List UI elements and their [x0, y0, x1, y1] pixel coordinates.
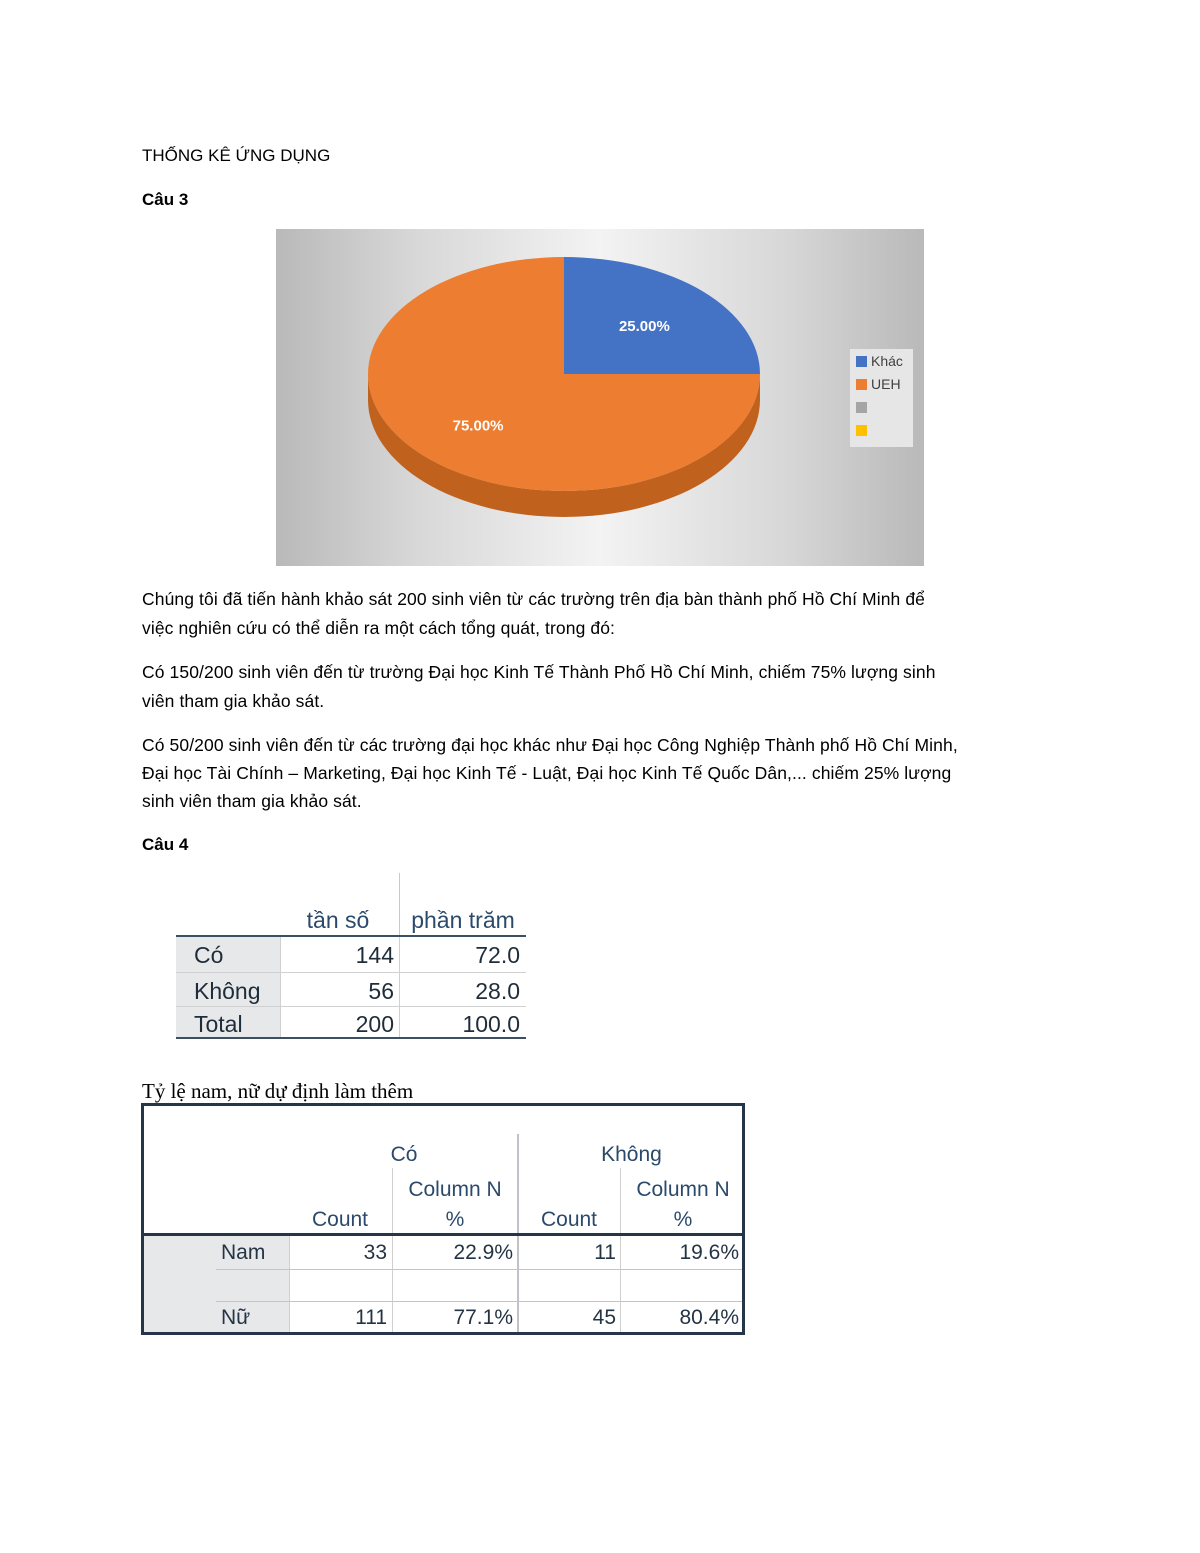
frequency-table	[176, 873, 526, 1039]
header-divider	[399, 873, 400, 936]
row-label-khong: Không	[194, 978, 261, 1004]
cell-nu-count-co: 111	[355, 1306, 387, 1329]
cell-nu-pct-khong: 80.4%	[679, 1306, 739, 1329]
legend-item-4	[856, 422, 871, 440]
body-row-divider-2	[216, 1301, 742, 1302]
legend-swatch-khac	[856, 356, 867, 367]
legend-swatch-ueh	[856, 379, 867, 390]
paragraph-3-line-2: Đại học Tài Chính – Marketing, Đại học Kinh Tế - Luật, Đại học Kinh Tế Quốc Dân,... chiếm 25% lượng	[142, 763, 952, 783]
col-header-freq: tần số	[306, 907, 370, 933]
cell-nu-count-khong: 45	[592, 1306, 616, 1329]
paragraph-1-line-1: Chúng tôi đã tiến hành khảo sát 200 sinh viên từ các trường trên địa bàn thành phố Hồ Chí Minh để	[142, 589, 926, 609]
cell-total-freq: 200	[355, 1011, 394, 1037]
pie-chart-svg	[276, 229, 924, 566]
crosstab-table	[141, 1103, 745, 1335]
pie-data-label-1: 75.00%	[452, 417, 504, 435]
cell-khong-pct: 28.0	[475, 978, 520, 1004]
legend-label-khac: Khác	[871, 353, 903, 369]
cell-co-pct: 72.0	[475, 942, 520, 968]
paragraph-1-line-2: việc nghiên cứu có thể diễn ra một cách tổng quát, trong đó:	[142, 618, 616, 638]
legend-swatch-3	[856, 402, 867, 413]
body-row-divider-1	[216, 1269, 742, 1270]
cell-nam-count-khong: 11	[594, 1241, 616, 1264]
paragraph-2-line-2: viên tham gia khảo sát.	[142, 691, 325, 711]
cell-nu-pct-co: 77.1%	[453, 1306, 513, 1329]
subheader-coln-2a: Column N	[636, 1178, 730, 1201]
row-label-co: Có	[194, 942, 224, 968]
subheader-count-1: Count	[311, 1208, 369, 1231]
row-label-total: Total	[194, 1011, 243, 1037]
row-label-nu: Nữ	[221, 1306, 251, 1329]
subheader-coln-1b: %	[445, 1208, 465, 1231]
q4-heading: Câu 4	[142, 835, 189, 854]
legend-item-ueh	[856, 376, 901, 394]
paragraph-2-line-1: Có 150/200 sinh viên đến từ trường Đại học Kinh Tế Thành Phố Hồ Chí Minh, chiếm 75% lượng sinh	[142, 662, 936, 682]
row-label-nam: Nam	[221, 1241, 266, 1264]
table2-title: Tỷ lệ nam, nữ dự định làm thêm	[142, 1079, 414, 1103]
pie-chart	[276, 229, 924, 566]
cell-total-pct: 100.0	[462, 1011, 520, 1037]
group-header-co: Có	[390, 1143, 418, 1166]
doc-title: THỐNG KÊ ỨNG DỤNG	[142, 146, 331, 165]
outer-label-bg	[144, 1236, 216, 1332]
legend-label-ueh: UEH	[871, 376, 901, 392]
subheader-coln-2b: %	[673, 1208, 693, 1231]
cell-co-freq: 144	[355, 942, 394, 968]
paragraph-3-line-3: sinh viên tham gia khảo sát.	[142, 791, 362, 811]
paragraph-3-line-1: Có 50/200 sinh viên đến từ các trường đại học khác như Đại học Công Nghiệp Thành phố Hồ Chí Minh,	[142, 735, 958, 755]
subheader-count-2: Count	[540, 1208, 598, 1231]
group-header-khong: Không	[601, 1143, 662, 1166]
cell-khong-freq: 56	[368, 978, 394, 1004]
legend-item-3	[856, 399, 871, 417]
cell-nam-pct-co: 22.9%	[453, 1241, 513, 1264]
pie-slice-0	[564, 257, 760, 374]
legend-item-khac	[856, 353, 903, 371]
cell-nam-pct-khong: 19.6%	[679, 1241, 739, 1264]
pie-data-label-0: 25.00%	[618, 318, 670, 336]
col-header-pct: phần trăm	[411, 907, 515, 933]
legend-swatch-4	[856, 425, 867, 436]
cell-nam-count-co: 33	[363, 1241, 387, 1264]
q3-heading: Câu 3	[142, 190, 189, 209]
subheader-coln-1a: Column N	[408, 1178, 502, 1201]
row-divider-1	[176, 972, 526, 973]
chart-legend	[850, 349, 913, 447]
row-divider-2	[176, 1006, 526, 1007]
